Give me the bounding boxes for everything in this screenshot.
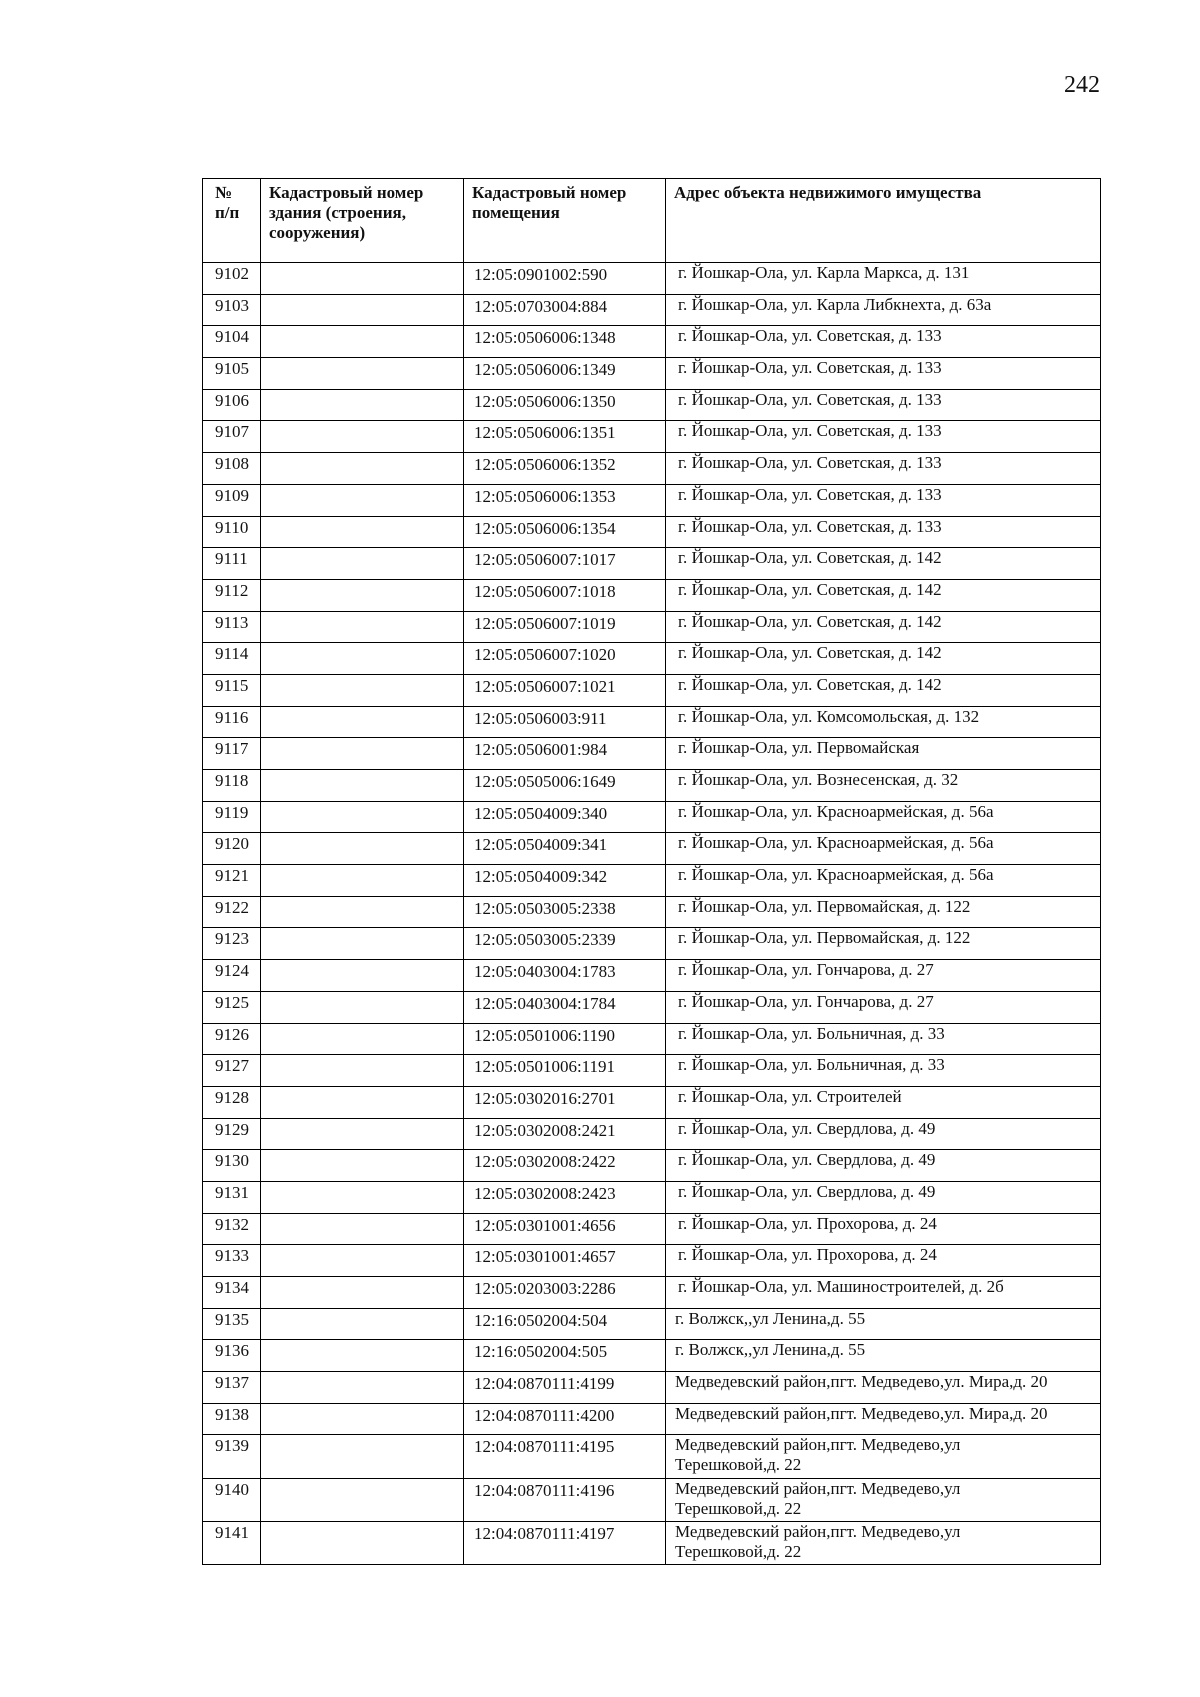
row-number-cell: 9132 (203, 1213, 261, 1245)
address-cell (666, 1118, 1101, 1150)
premises-cadastral-number: 12:05:0403004:1783 (474, 962, 616, 982)
address-line: г. Йошкар-Ола, ул. Советская, д. 133 (678, 516, 942, 536)
building-cadastral-cell (261, 991, 464, 1023)
table-row (203, 1086, 1101, 1118)
building-cadastral-cell (261, 548, 464, 580)
address-line: г. Йошкар-Ола, ул. Красноармейская, д. 56а (678, 833, 994, 853)
address-line: г. Йошкар-Ола, ул. Карла Либкнехта, д. 63а (678, 294, 992, 314)
row-number-cell: 9126 (203, 1023, 261, 1055)
address-cell (666, 1340, 1101, 1372)
premises-cadastral-cell (464, 453, 666, 485)
building-cadastral-cell (261, 865, 464, 897)
premises-cadastral-cell (464, 579, 666, 611)
table-row (203, 1435, 1101, 1478)
address-cell (666, 1150, 1101, 1182)
building-cadastral-cell (261, 801, 464, 833)
building-cadastral-cell (261, 358, 464, 390)
table-header-row (203, 179, 1101, 263)
premises-cadastral-number: 12:05:0901002:590 (474, 265, 608, 284)
address-cell (666, 1308, 1101, 1340)
table-row (203, 801, 1101, 833)
address-line: г. Йошкар-Ола, ул. Первомайская (678, 738, 920, 758)
table-row (203, 674, 1101, 706)
table-row (203, 1372, 1101, 1404)
premises-cadastral-cell (464, 1245, 666, 1277)
address-line: г. Йошкар-Ола, ул. Советская, д. 142 (678, 611, 942, 631)
premises-cadastral-cell (464, 389, 666, 421)
row-number-cell: 9139 (203, 1435, 261, 1478)
header-address (666, 179, 1101, 263)
table-row (203, 738, 1101, 770)
building-cadastral-cell (261, 1086, 464, 1118)
premises-cadastral-number: 12:16:0502004:504 (474, 1310, 608, 1330)
address-cell (666, 865, 1101, 897)
row-number-cell: 9117 (203, 738, 261, 770)
premises-cadastral-number: 12:05:0301001:4656 (474, 1215, 616, 1235)
premises-cadastral-cell (464, 516, 666, 548)
building-cadastral-cell (261, 896, 464, 928)
address-line: г. Йошкар-Ола, ул. Советская, д. 142 (678, 674, 942, 694)
address-cell (666, 1277, 1101, 1309)
table-row (203, 263, 1101, 295)
building-cadastral-cell (261, 1150, 464, 1182)
premises-cadastral-cell (464, 928, 666, 960)
address-line: г. Йошкар-Ола, ул. Советская, д. 133 (678, 389, 942, 409)
address-cell (666, 611, 1101, 643)
row-number-cell: 9107 (203, 421, 261, 453)
table-row (203, 358, 1101, 390)
address-cell (666, 1372, 1101, 1404)
row-number-cell: 9134 (203, 1277, 261, 1309)
row-number-cell: 9128 (203, 1086, 261, 1118)
row-number-cell: 9113 (203, 611, 261, 643)
address-line: г. Йошкар-Ола, ул. Первомайская, д. 122 (678, 896, 971, 916)
row-number-cell: 9105 (203, 358, 261, 390)
building-cadastral-cell (261, 326, 464, 358)
building-cadastral-cell (261, 1522, 464, 1565)
address-cell (666, 516, 1101, 548)
address-line: г. Йошкар-Ола, ул. Больничная, д. 33 (678, 1055, 945, 1075)
premises-cadastral-cell (464, 770, 666, 802)
premises-cadastral-number: 12:05:0506007:1017 (474, 550, 616, 570)
table-row (203, 896, 1101, 928)
table-row (203, 516, 1101, 548)
building-cadastral-cell (261, 1023, 464, 1055)
row-number-cell: 9123 (203, 928, 261, 960)
building-cadastral-cell (261, 1055, 464, 1087)
premises-cadastral-cell (464, 865, 666, 897)
premises-cadastral-cell (464, 1150, 666, 1182)
address-cell (666, 1403, 1101, 1435)
building-cadastral-cell (261, 1403, 464, 1435)
building-cadastral-cell (261, 294, 464, 326)
premises-cadastral-number: 12:05:0506001:984 (474, 740, 608, 760)
address-cell (666, 389, 1101, 421)
premises-cadastral-cell (464, 1277, 666, 1309)
address-line: Терешковой,д. 22 (675, 1542, 802, 1562)
premises-cadastral-cell (464, 1055, 666, 1087)
address-cell (666, 770, 1101, 802)
premises-cadastral-number: 12:05:0203003:2286 (474, 1279, 616, 1298)
address-line: г. Йошкар-Ола, ул. Гончарова, д. 27 (678, 960, 934, 980)
table-row (203, 1181, 1101, 1213)
row-number-cell: 9111 (203, 548, 261, 580)
building-cadastral-cell (261, 389, 464, 421)
premises-cadastral-cell (464, 1181, 666, 1213)
address-line: Медведевский район,пгт. Медведево,ул (675, 1478, 961, 1498)
table-row (203, 1245, 1101, 1277)
row-number-cell: 9116 (203, 706, 261, 738)
address-line: Терешковой,д. 22 (675, 1455, 802, 1475)
table-row (203, 991, 1101, 1023)
premises-cadastral-number: 12:05:0506006:1351 (474, 423, 616, 443)
premises-cadastral-cell (464, 643, 666, 675)
premises-cadastral-number: 12:05:0506006:1348 (474, 328, 616, 348)
row-number-cell: 9127 (203, 1055, 261, 1087)
address-cell (666, 960, 1101, 992)
premises-cadastral-number: 12:16:0502004:505 (474, 1342, 608, 1362)
address-cell (666, 1435, 1101, 1478)
address-cell (666, 358, 1101, 390)
address-line: г. Йошкар-Ола, ул. Советская, д. 142 (678, 643, 942, 663)
address-cell (666, 294, 1101, 326)
table-row (203, 1403, 1101, 1435)
header-text: сооружения) (269, 223, 366, 242)
building-cadastral-cell (261, 579, 464, 611)
building-cadastral-cell (261, 1308, 464, 1340)
premises-cadastral-number: 12:05:0403004:1784 (474, 993, 616, 1013)
table-row (203, 1277, 1101, 1309)
address-cell (666, 1023, 1101, 1055)
row-number-cell: 9129 (203, 1118, 261, 1150)
address-line: г. Йошкар-Ола, ул. Красноармейская, д. 56а (678, 801, 994, 821)
address-line: г. Йошкар-Ола, ул. Гончарова, д. 27 (678, 991, 934, 1011)
address-cell (666, 928, 1101, 960)
row-number-cell: 9106 (203, 389, 261, 421)
address-cell (666, 1522, 1101, 1565)
row-number-cell: 9110 (203, 516, 261, 548)
table-row (203, 928, 1101, 960)
address-line: г. Йошкар-Ола, ул. Прохорова, д. 24 (678, 1213, 937, 1233)
table-row (203, 833, 1101, 865)
premises-cadastral-number: 12:05:0506007:1018 (474, 581, 616, 601)
address-cell (666, 263, 1101, 295)
premises-cadastral-cell (464, 1435, 666, 1478)
premises-cadastral-cell (464, 1403, 666, 1435)
premises-cadastral-cell (464, 358, 666, 390)
premises-cadastral-number: 12:05:0506006:1352 (474, 455, 616, 475)
row-number-cell: 9120 (203, 833, 261, 865)
header-text: Кадастровый номер (269, 183, 424, 202)
row-number-cell: 9109 (203, 484, 261, 516)
address-line: г. Йошкар-Ола, ул. Советская, д. 133 (678, 484, 942, 504)
building-cadastral-cell (261, 484, 464, 516)
row-number-cell: 9108 (203, 453, 261, 485)
premises-cadastral-cell (464, 484, 666, 516)
premises-cadastral-cell (464, 960, 666, 992)
building-cadastral-cell (261, 770, 464, 802)
table-row (203, 706, 1101, 738)
premises-cadastral-number: 12:05:0504009:342 (474, 867, 608, 887)
building-cadastral-cell (261, 1118, 464, 1150)
premises-cadastral-cell (464, 1086, 666, 1118)
header-row-number (203, 179, 261, 263)
header-building-cadastral (261, 179, 464, 263)
address-line: Медведевский район,пгт. Медведево,ул. Мира,д. 20 (675, 1372, 1048, 1392)
premises-cadastral-cell (464, 1340, 666, 1372)
address-cell (666, 548, 1101, 580)
address-cell (666, 833, 1101, 865)
building-cadastral-cell (261, 738, 464, 770)
address-cell (666, 674, 1101, 706)
building-cadastral-cell (261, 1277, 464, 1309)
header-text: Адрес объекта недвижимого имущества (674, 183, 982, 202)
address-cell (666, 706, 1101, 738)
table-row (203, 548, 1101, 580)
row-number-cell: 9114 (203, 643, 261, 675)
premises-cadastral-number: 12:05:0506006:1350 (474, 391, 616, 411)
row-number-cell: 9133 (203, 1245, 261, 1277)
row-number-cell: 9124 (203, 960, 261, 992)
table-row (203, 294, 1101, 326)
premises-cadastral-cell (464, 294, 666, 326)
premises-cadastral-cell (464, 548, 666, 580)
header-text: Кадастровый номер (472, 183, 627, 202)
building-cadastral-cell (261, 928, 464, 960)
premises-cadastral-number: 12:04:0870111:4195 (474, 1437, 615, 1457)
address-line: г. Йошкар-Ола, ул. Советская, д. 142 (678, 548, 942, 568)
premises-cadastral-cell (464, 896, 666, 928)
table-row (203, 611, 1101, 643)
address-cell (666, 421, 1101, 453)
page-number: 242 (1064, 72, 1100, 98)
address-line: г. Йошкар-Ола, ул. Советская, д. 133 (678, 326, 942, 346)
address-line: г. Йошкар-Ола, ул. Советская, д. 133 (678, 358, 942, 378)
address-line: Медведевский район,пгт. Медведево,ул (675, 1435, 961, 1455)
premises-cadastral-cell (464, 801, 666, 833)
premises-cadastral-number: 12:05:0504009:340 (474, 803, 608, 823)
row-number-cell: 9122 (203, 896, 261, 928)
header-premises-cadastral (464, 179, 666, 263)
premises-cadastral-number: 12:05:0501006:1190 (474, 1025, 616, 1045)
building-cadastral-cell (261, 1245, 464, 1277)
building-cadastral-cell (261, 1340, 464, 1372)
address-cell (666, 326, 1101, 358)
row-number-cell: 9121 (203, 865, 261, 897)
premises-cadastral-cell (464, 706, 666, 738)
address-line: Медведевский район,пгт. Медведево,ул. Мира,д. 20 (675, 1403, 1048, 1423)
address-cell (666, 801, 1101, 833)
building-cadastral-cell (261, 1213, 464, 1245)
address-line: г. Йошкар-Ола, ул. Первомайская, д. 122 (678, 928, 971, 948)
premises-cadastral-number: 12:05:0503005:2338 (474, 898, 616, 918)
building-cadastral-cell (261, 1478, 464, 1521)
address-cell (666, 738, 1101, 770)
table-row (203, 1118, 1101, 1150)
premises-cadastral-cell (464, 1372, 666, 1404)
premises-cadastral-number: 12:04:0870111:4197 (474, 1524, 615, 1544)
property-registry-table (202, 178, 1101, 1565)
premises-cadastral-cell (464, 1478, 666, 1521)
address-cell (666, 1086, 1101, 1118)
row-number-cell: 9125 (203, 991, 261, 1023)
table-row (203, 1308, 1101, 1340)
header-text: п/п (215, 203, 240, 222)
table-row (203, 770, 1101, 802)
address-line: г. Йошкар-Ола, ул. Комсомольская, д. 132 (678, 706, 980, 726)
building-cadastral-cell (261, 833, 464, 865)
premises-cadastral-number: 12:05:0506007:1019 (474, 613, 616, 633)
building-cadastral-cell (261, 421, 464, 453)
row-number-cell: 9136 (203, 1340, 261, 1372)
premises-cadastral-number: 12:05:0302008:2423 (474, 1183, 616, 1203)
premises-cadastral-number: 12:05:0506006:1353 (474, 486, 616, 506)
header-text: здания (строения, (269, 203, 406, 222)
table-row (203, 326, 1101, 358)
building-cadastral-cell (261, 643, 464, 675)
header-text: № (215, 183, 233, 202)
premises-cadastral-cell (464, 1522, 666, 1565)
row-number-cell: 9141 (203, 1522, 261, 1565)
address-line: г. Йошкар-Ола, ул. Свердлова, д. 49 (678, 1118, 936, 1138)
row-number-cell: 9102 (203, 263, 261, 295)
building-cadastral-cell (261, 674, 464, 706)
premises-cadastral-number: 12:05:0506007:1021 (474, 676, 616, 696)
address-line: г. Йошкар-Ола, ул. Машиностроителей, д. 2б (678, 1277, 1004, 1296)
table-row (203, 453, 1101, 485)
premises-cadastral-cell (464, 991, 666, 1023)
table-row (203, 643, 1101, 675)
premises-cadastral-cell (464, 738, 666, 770)
row-number-cell: 9137 (203, 1372, 261, 1404)
premises-cadastral-number: 12:04:0870111:4196 (474, 1480, 615, 1500)
address-cell (666, 453, 1101, 485)
address-line: г. Йошкар-Ола, ул. Советская, д. 133 (678, 421, 942, 441)
row-number-cell: 9135 (203, 1308, 261, 1340)
premises-cadastral-number: 12:04:0870111:4200 (474, 1405, 615, 1425)
table-row (203, 579, 1101, 611)
address-line: Медведевский район,пгт. Медведево,ул (675, 1522, 961, 1542)
address-line: г. Волжск,,ул Ленина,д. 55 (675, 1340, 866, 1360)
row-number-cell: 9104 (203, 326, 261, 358)
row-number-cell: 9103 (203, 294, 261, 326)
address-line: г. Йошкар-Ола, ул. Прохорова, д. 24 (678, 1245, 937, 1265)
premises-cadastral-number: 12:05:0501006:1191 (474, 1057, 616, 1077)
building-cadastral-cell (261, 611, 464, 643)
premises-cadastral-cell (464, 421, 666, 453)
building-cadastral-cell (261, 263, 464, 295)
table-row (203, 389, 1101, 421)
address-line: г. Йошкар-Ола, ул. Советская, д. 133 (678, 453, 942, 473)
table-row (203, 1150, 1101, 1182)
address-cell (666, 1213, 1101, 1245)
building-cadastral-cell (261, 1372, 464, 1404)
premises-cadastral-number: 12:05:0302016:2701 (474, 1088, 616, 1108)
address-line: г. Йошкар-Ола, ул. Советская, д. 142 (678, 579, 942, 599)
table-row (203, 1023, 1101, 1055)
premises-cadastral-number: 12:05:0506007:1020 (474, 645, 616, 665)
table-row (203, 960, 1101, 992)
building-cadastral-cell (261, 960, 464, 992)
premises-cadastral-number: 12:05:0302008:2422 (474, 1152, 616, 1172)
address-cell (666, 484, 1101, 516)
building-cadastral-cell (261, 516, 464, 548)
address-cell (666, 643, 1101, 675)
row-number-cell: 9130 (203, 1150, 261, 1182)
premises-cadastral-cell (464, 674, 666, 706)
premises-cadastral-number: 12:05:0506006:1349 (474, 360, 616, 380)
premises-cadastral-number: 12:05:0302008:2421 (474, 1120, 616, 1140)
premises-cadastral-cell (464, 326, 666, 358)
premises-cadastral-cell (464, 833, 666, 865)
address-line: г. Волжск,,ул Ленина,д. 55 (675, 1308, 866, 1328)
building-cadastral-cell (261, 706, 464, 738)
premises-cadastral-cell (464, 1308, 666, 1340)
table-row (203, 1055, 1101, 1087)
premises-cadastral-cell (464, 263, 666, 295)
premises-cadastral-cell (464, 1213, 666, 1245)
building-cadastral-cell (261, 453, 464, 485)
address-line: г. Йошкар-Ола, ул. Вознесенская, д. 32 (678, 770, 959, 789)
premises-cadastral-number: 12:05:0503005:2339 (474, 930, 616, 950)
table-row (203, 1478, 1101, 1521)
premises-cadastral-number: 12:05:0504009:341 (474, 835, 608, 855)
address-line: г. Йошкар-Ола, ул. Строителей (678, 1086, 902, 1106)
table-row (203, 484, 1101, 516)
building-cadastral-cell (261, 1181, 464, 1213)
building-cadastral-cell (261, 1435, 464, 1478)
table-row (203, 421, 1101, 453)
table-row (203, 865, 1101, 897)
address-line: г. Йошкар-Ола, ул. Красноармейская, д. 56а (678, 865, 994, 885)
premises-cadastral-cell (464, 611, 666, 643)
address-cell (666, 1478, 1101, 1521)
address-cell (666, 1181, 1101, 1213)
row-number-cell: 9131 (203, 1181, 261, 1213)
table-row (203, 1213, 1101, 1245)
table-row (203, 1522, 1101, 1565)
premises-cadastral-number: 12:04:0870111:4199 (474, 1374, 615, 1394)
premises-cadastral-cell (464, 1023, 666, 1055)
premises-cadastral-number: 12:05:0505006:1649 (474, 772, 616, 791)
row-number-cell: 9112 (203, 579, 261, 611)
address-cell (666, 1055, 1101, 1087)
row-number-cell: 9115 (203, 674, 261, 706)
row-number-cell: 9118 (203, 770, 261, 802)
row-number-cell: 9119 (203, 801, 261, 833)
row-number-cell: 9140 (203, 1478, 261, 1521)
address-cell (666, 991, 1101, 1023)
address-line: Терешковой,д. 22 (675, 1498, 802, 1518)
header-text: помещения (472, 203, 560, 222)
address-line: г. Йошкар-Ола, ул. Больничная, д. 33 (678, 1023, 945, 1043)
address-cell (666, 896, 1101, 928)
table-row (203, 1340, 1101, 1372)
address-line: г. Йошкар-Ола, ул. Свердлова, д. 49 (678, 1181, 936, 1201)
address-line: г. Йошкар-Ола, ул. Свердлова, д. 49 (678, 1150, 936, 1170)
premises-cadastral-number: 12:05:0506003:911 (474, 708, 607, 728)
address-line: г. Йошкар-Ола, ул. Карла Маркса, д. 131 (678, 263, 970, 282)
address-cell (666, 579, 1101, 611)
premises-cadastral-number: 12:05:0703004:884 (474, 296, 608, 316)
premises-cadastral-number: 12:05:0506006:1354 (474, 518, 616, 538)
premises-cadastral-number: 12:05:0301001:4657 (474, 1247, 616, 1267)
address-cell (666, 1245, 1101, 1277)
premises-cadastral-cell (464, 1118, 666, 1150)
row-number-cell: 9138 (203, 1403, 261, 1435)
